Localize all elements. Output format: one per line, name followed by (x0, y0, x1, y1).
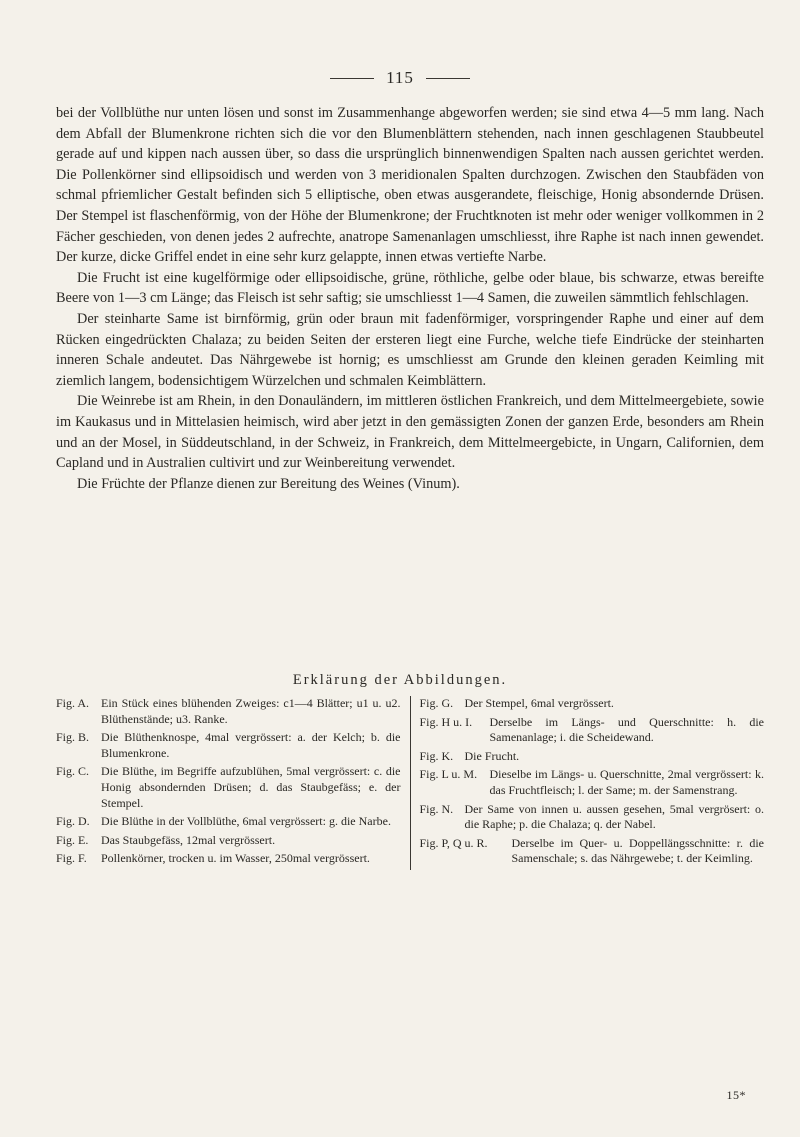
paragraph-flower: bei der Vollblüthe nur unten lösen und sonst im Zusammenhange abgeworfen werden; sie sind etwa 4—5 mm lang. Nach dem Abfall der Blumenkrone richten sich die vor den Blumenblättern stehenden, nach innen geschlagenen Staubbeutel gerade auf und kippen nach aussen über, so dass die ursprünglich binnenwendigen Spalten nach aussen gerichtet werden. Die Pollenkörner sind ellipsoidisch und werden von 3 meridionalen Spalten durchzogen. Zwischen den Staubfäden von schmal pfriemlicher Gestalt befinden sich 5 elliptische, oben etwas ausgerandete, fleischige, Honig absondernde Drüsen. Der Stempel ist flaschenförmig, von der Höhe der Blumenkrone; der Fruchtknoten ist mehr oder weniger vollkommen in 2 Fächer geschieden, von denen jedes 2 aufrechte, anatrope Samenanlagen umschliesst, ihre Raphe ist nach innen gewendet. Der kurze, dicke Griffel endet in eine sehr kurz gelappte, innen etwas vertiefte Narbe. (56, 105, 764, 266)
figure-caption: Derselbe im Längs- und Querschnitte: h. die Samenanlage; i. die Scheidewand. (489, 714, 764, 745)
legend-item (420, 802, 765, 833)
figure-caption: Die Frucht. (464, 748, 520, 763)
figure-caption: Pollenkörner, trocken u. im Wasser, 250mal vergrössert. (101, 851, 370, 866)
legend-item (420, 696, 765, 712)
paragraph-distribution: Die Weinrebe ist am Rhein, in den Donauländern, im mittleren östlichen Frankreich, und dem Mittelmeergebiete, sowie im Kaukasus und in Mittelasien heimisch, wird aber jetzt in den gemässigten Zonen der ganzen Erde, besonders am Rhein und an der Mosel, in Süddeutschland, in der Schweiz, in Frankreich, dem Mittelmeergebicte, in Ungarn, Californien, dem Capland und in Australien cultivirt und zur Weinbereitung verwendet. (56, 393, 764, 472)
figure-label: Fig. C. (56, 764, 90, 779)
header-rule-right (426, 78, 470, 79)
figure-legend (56, 696, 764, 870)
legend-title: Erklärung der Abbildungen. (292, 672, 508, 688)
figure-label: Fig. F. (56, 851, 87, 866)
paragraph-fruit: Die Frucht ist eine kugelförmige oder ellipsoidische, grüne, röthliche, gelbe oder blaue, bis schwarze, etwas bereifte Beere von 1—3 cm Länge; das Fleisch ist sehr saftig; sie umschliesst 1—4 Samen, die zuweilen sämmtlich fehlschlagen. (56, 269, 764, 307)
signature-mark: 15* (726, 1088, 746, 1102)
figure-caption: Die Blüthenknospe, 4mal vergrössert: a. der Kelch; b. die Blumenkrone. (101, 730, 401, 760)
figure-label: Fig. K. (419, 748, 454, 763)
figure-caption: Dieselbe im Längs- u. Querschnitte, 2mal vergrössert: k. das Fruchtfleisch; l. der Same; m. der Samenstrang. (489, 767, 764, 797)
legend-column-right (411, 696, 765, 870)
figure-caption: Derselbe im Quer- u. Doppellängsschnitte: r. die Samenschale; s. das Nährgewebe; t. der Keimling. (511, 835, 764, 866)
legend-item (420, 715, 765, 746)
paragraph-use: Die Früchte der Pflanze dienen zur Bereitung des Weines (Vinum). (77, 475, 460, 492)
legend-item (56, 851, 401, 867)
figure-label: Fig. L u. M. (419, 767, 478, 782)
figure-label: Fig. E. (56, 832, 89, 847)
legend-item (420, 836, 765, 867)
figure-label: Fig. P, Q u. R. (419, 835, 488, 850)
figure-label: Fig. D. (56, 814, 90, 829)
figure-label: Fig. A. (56, 696, 90, 710)
paragraph-seed: Der steinharte Same ist birnförmig, grün oder braun mit fadenförmiger, vorspringender Raphe und einer auf dem Rücken eingedrückten Chalaza; zu beiden Seiten der ersteren liegt eine Furche, welche tiefe Eindrücke der steinharten inneren Schale andeutet. Das Nährgewebe ist hornig; es umschliesst am Grunde den kleinen geraden Keimling mit ziemlich langem, bodensichtigem Würzelchen und schmalen Keimblättern. (56, 310, 764, 389)
figure-caption: Die Blüthe, im Begriffe aufzublühen, 5mal vergrössert: c. die Honig absondernden Drüsen; d. das Staubgefäss; e. der Stempel. (101, 764, 401, 810)
page-header (0, 68, 800, 88)
legend-item (420, 767, 765, 798)
figure-caption: Die Blüthe in der Vollblüthe, 6mal vergrössert: g. die Narbe. (101, 814, 391, 829)
figure-label: Fig. B. (56, 730, 90, 745)
legend-item (420, 749, 765, 765)
legend-column-left (56, 696, 411, 870)
figure-caption: Ein Stück eines blühenden Zweiges: c1—4 Blätter; u1 u. u2. Blüthenstände; u3. Ranke. (101, 696, 401, 726)
header-rule-left (330, 78, 374, 79)
figure-label: Fig. G. (419, 696, 454, 710)
figure-caption: Der Stempel, 6mal vergrössert. (464, 696, 614, 710)
figure-caption: Der Same von innen u. aussen gesehen, 5mal vergrösert: o. die Raphe; p. die Chalaza; q. der Nabel. (464, 801, 764, 832)
figure-label: Fig. N. (419, 801, 454, 816)
legend-item (56, 696, 401, 727)
figure-caption: Das Staubgefäss, 12mal vergrössert. (101, 832, 276, 847)
legend-item (56, 833, 401, 849)
body-text (56, 103, 764, 494)
legend-item (56, 814, 401, 830)
figure-label: Fig. H u. I. (419, 714, 473, 729)
legend-item (56, 764, 401, 811)
legend-item (56, 730, 401, 761)
page-number: 115 (386, 68, 414, 87)
